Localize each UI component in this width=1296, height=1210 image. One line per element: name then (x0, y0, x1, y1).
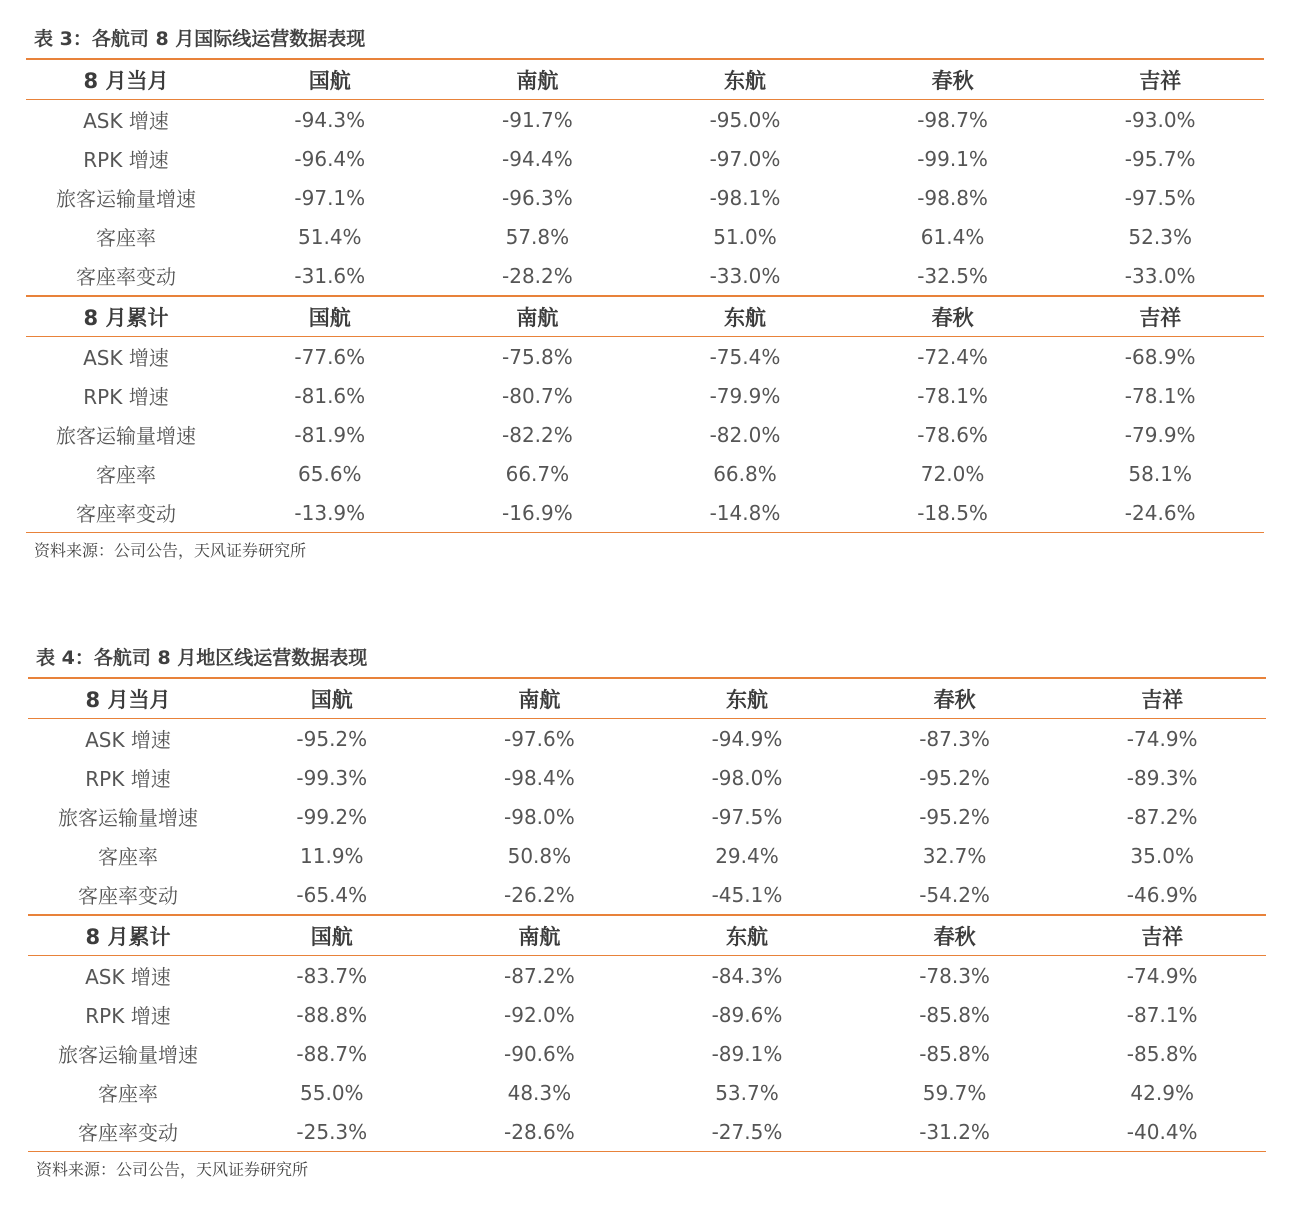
header-cell: 东航 (641, 59, 849, 100)
table-row (26, 337, 1264, 377)
table-cell: -27.5% (643, 1112, 851, 1152)
table-cell: -82.2% (502, 422, 573, 447)
table-cell: 11.9% (300, 843, 364, 868)
table-cell: -78.1% (1124, 383, 1196, 408)
table-cell: -89.6% (711, 1002, 783, 1027)
table-row (28, 1073, 1266, 1112)
table-cell: -98.7% (917, 107, 988, 132)
row-label: 旅客运输量增速 (58, 1043, 198, 1067)
table-3-caption: 表 3：各航司 8 月国际线运营数据表现 (34, 28, 366, 50)
table-cell: -33.0% (1124, 263, 1196, 288)
row-label: RPK 增速 (85, 767, 171, 791)
table-cell: -90.6% (504, 1041, 575, 1066)
header-cell: 吉祥 (1058, 678, 1266, 719)
table-cell: -94.4% (502, 146, 573, 171)
header-cell: 春秋 (849, 296, 1057, 337)
table-cell: 61.4% (920, 224, 985, 249)
table-3 (26, 58, 1264, 533)
header-cell: 春秋 (851, 915, 1059, 956)
table-cell: -98.8% (917, 185, 988, 210)
table-cell: -83.7% (296, 963, 368, 988)
table-cell: 58.1% (1128, 461, 1192, 486)
table-row (26, 256, 1264, 296)
table-cell: -31.6% (294, 263, 366, 288)
header-cell: 春秋 (851, 678, 1059, 719)
table-cell: -96.4% (294, 146, 366, 171)
table-cell: -68.9% (1124, 344, 1196, 369)
row-label: ASK 增速 (85, 965, 171, 989)
table-row (28, 1112, 1266, 1152)
table-cell: 29.4% (715, 843, 779, 868)
row-label: 旅客运输量增速 (56, 424, 196, 448)
table-cell: -98.1% (709, 185, 781, 210)
table-cell: -89.3% (1126, 765, 1198, 790)
table-4-block (36, 643, 1266, 673)
table-cell: -95.2% (296, 726, 368, 751)
table-cell: 35.0% (1130, 843, 1194, 868)
header-cell: 南航 (436, 915, 644, 956)
table-cell: -97.5% (1124, 185, 1196, 210)
header-cell: 吉祥 (1056, 59, 1264, 100)
table-cell: -75.8% (502, 344, 573, 369)
table-cell: -24.6% (1056, 493, 1264, 533)
table-cell: -93.0% (1124, 107, 1196, 132)
table-row (26, 139, 1264, 178)
table-cell: -87.2% (1126, 804, 1198, 829)
header-cell: 8 月累计 (26, 296, 226, 337)
table-cell: -18.5% (849, 493, 1057, 533)
row-label: 客座率 (98, 1082, 158, 1106)
table-cell: -26.2% (504, 882, 575, 907)
table-cell: -28.2% (502, 263, 573, 288)
table-cell: 32.7% (922, 843, 987, 868)
header-cell: 南航 (436, 678, 644, 719)
table-cell: -94.9% (711, 726, 783, 751)
table-4-grid (28, 677, 1266, 1152)
table-cell: -85.8% (919, 1002, 990, 1027)
table-cell: -65.4% (296, 882, 368, 907)
table-cell: 66.7% (505, 461, 570, 486)
table-cell: -28.6% (436, 1112, 644, 1152)
row-label: 旅客运输量增速 (56, 187, 196, 211)
table-cell: -25.3% (228, 1112, 436, 1152)
table-cell: -78.6% (917, 422, 988, 447)
table-cell: -84.3% (711, 963, 783, 988)
table-cell: -95.7% (1124, 146, 1196, 171)
table-cell: -95.0% (709, 107, 781, 132)
table-cell: -97.1% (294, 185, 366, 210)
table-cell: -89.1% (711, 1041, 783, 1066)
table-cell: -87.3% (919, 726, 990, 751)
row-label: 客座率 (96, 226, 156, 250)
table-cell: -82.0% (709, 422, 781, 447)
table-row (26, 217, 1264, 256)
table-cell: 48.3% (507, 1080, 572, 1105)
row-label: 客座率变动 (76, 265, 176, 289)
table-cell: 52.3% (1128, 224, 1192, 249)
table-row (26, 376, 1264, 415)
table-cell: 42.9% (1130, 1080, 1194, 1105)
table-cell: -88.7% (296, 1041, 368, 1066)
row-label: 客座率变动 (28, 1112, 228, 1152)
table-cell: -97.5% (711, 804, 783, 829)
table-cell: -79.9% (709, 383, 781, 408)
table-4-source: 资料来源：公司公告，天风证券研究所 (36, 1160, 309, 1179)
table-cell: -78.1% (917, 383, 988, 408)
table-cell: 51.4% (298, 224, 362, 249)
row-label: 客座率 (96, 463, 156, 487)
table-cell: -96.3% (502, 185, 573, 210)
table-3-header-monthly (26, 59, 1264, 100)
table-row (28, 995, 1266, 1034)
table-row (26, 100, 1264, 140)
row-label: 旅客运输量增速 (58, 806, 198, 830)
table-row (26, 493, 1264, 533)
table-cell: -80.7% (502, 383, 573, 408)
table-cell: -45.1% (711, 882, 783, 907)
table-cell: -33.0% (709, 263, 781, 288)
table-cell: -91.7% (502, 107, 573, 132)
header-cell: 东航 (641, 296, 849, 337)
table-cell: -99.1% (917, 146, 988, 171)
header-cell: 国航 (226, 296, 434, 337)
table-4-header-monthly (28, 678, 1266, 719)
row-label: 客座率 (98, 845, 158, 869)
table-cell: -81.6% (294, 383, 366, 408)
table-cell: -78.3% (919, 963, 990, 988)
table-cell: 53.7% (715, 1080, 779, 1105)
table-cell: -74.9% (1126, 726, 1198, 751)
table-cell: -75.4% (709, 344, 781, 369)
table-3-grid (26, 58, 1264, 533)
table-cell: -92.0% (504, 1002, 575, 1027)
row-label: ASK 增速 (83, 109, 169, 133)
table-3-header-cumulative (26, 296, 1264, 337)
row-label: 客座率变动 (26, 493, 226, 533)
table-cell: -85.8% (919, 1041, 990, 1066)
header-cell: 国航 (226, 59, 434, 100)
table-row (28, 797, 1266, 836)
table-cell: -98.0% (711, 765, 783, 790)
table-row (28, 875, 1266, 915)
table-cell: -74.9% (1126, 963, 1198, 988)
table-cell: -14.8% (641, 493, 849, 533)
table-cell: -95.2% (919, 765, 990, 790)
table-row (26, 415, 1264, 454)
table-row (28, 836, 1266, 875)
table-cell: -97.0% (709, 146, 781, 171)
table-cell: -94.3% (294, 107, 366, 132)
table-cell: 72.0% (920, 461, 985, 486)
header-cell: 春秋 (849, 59, 1057, 100)
table-cell: -97.6% (504, 726, 575, 751)
table-3-source: 资料来源：公司公告，天风证券研究所 (34, 541, 307, 560)
header-cell: 8 月当月 (28, 678, 228, 719)
table-cell: -79.9% (1124, 422, 1196, 447)
table-cell: 59.7% (922, 1080, 987, 1105)
table-cell: 55.0% (300, 1080, 364, 1105)
table-cell: -46.9% (1126, 882, 1198, 907)
table-cell: -88.8% (296, 1002, 368, 1027)
header-cell: 东航 (643, 678, 851, 719)
table-4 (28, 677, 1266, 1152)
table-cell: -54.2% (919, 882, 990, 907)
table-cell: -77.6% (294, 344, 366, 369)
row-label: RPK 增速 (83, 385, 169, 409)
table-cell: -99.3% (296, 765, 368, 790)
table-cell: 51.0% (713, 224, 777, 249)
table-cell: -16.9% (434, 493, 642, 533)
header-cell: 8 月当月 (26, 59, 226, 100)
table-cell: -40.4% (1058, 1112, 1266, 1152)
table-cell: -31.2% (851, 1112, 1059, 1152)
table-cell: -87.1% (1126, 1002, 1198, 1027)
table-cell: -72.4% (917, 344, 988, 369)
table-cell: -98.0% (504, 804, 575, 829)
header-cell: 吉祥 (1058, 915, 1266, 956)
header-cell: 国航 (228, 915, 436, 956)
table-row (28, 719, 1266, 759)
row-label: 客座率变动 (78, 884, 178, 908)
table-cell: -95.2% (919, 804, 990, 829)
table-cell: 57.8% (505, 224, 570, 249)
table-cell: -87.2% (504, 963, 575, 988)
table-row (26, 454, 1264, 493)
header-cell: 8 月累计 (28, 915, 228, 956)
table-row (28, 758, 1266, 797)
header-cell: 国航 (228, 678, 436, 719)
table-cell: -99.2% (296, 804, 368, 829)
header-cell: 南航 (434, 59, 642, 100)
row-label: ASK 增速 (83, 346, 169, 370)
row-label: ASK 增速 (85, 728, 171, 752)
table-cell: -13.9% (226, 493, 434, 533)
header-cell: 南航 (434, 296, 642, 337)
table-cell: -98.4% (504, 765, 575, 790)
table-3-block (34, 24, 1264, 54)
header-cell: 吉祥 (1056, 296, 1264, 337)
header-cell: 东航 (643, 915, 851, 956)
table-cell: 66.8% (713, 461, 777, 486)
table-cell: -85.8% (1126, 1041, 1198, 1066)
table-4-header-cumulative (28, 915, 1266, 956)
table-cell: -32.5% (917, 263, 988, 288)
table-row (26, 178, 1264, 217)
row-label: RPK 增速 (83, 148, 169, 172)
row-label: RPK 增速 (85, 1004, 171, 1028)
table-cell: -81.9% (294, 422, 366, 447)
table-cell: 65.6% (298, 461, 362, 486)
table-cell: 50.8% (507, 843, 572, 868)
table-4-caption: 表 4：各航司 8 月地区线运营数据表现 (36, 647, 368, 669)
table-row (28, 956, 1266, 996)
table-row (28, 1034, 1266, 1073)
